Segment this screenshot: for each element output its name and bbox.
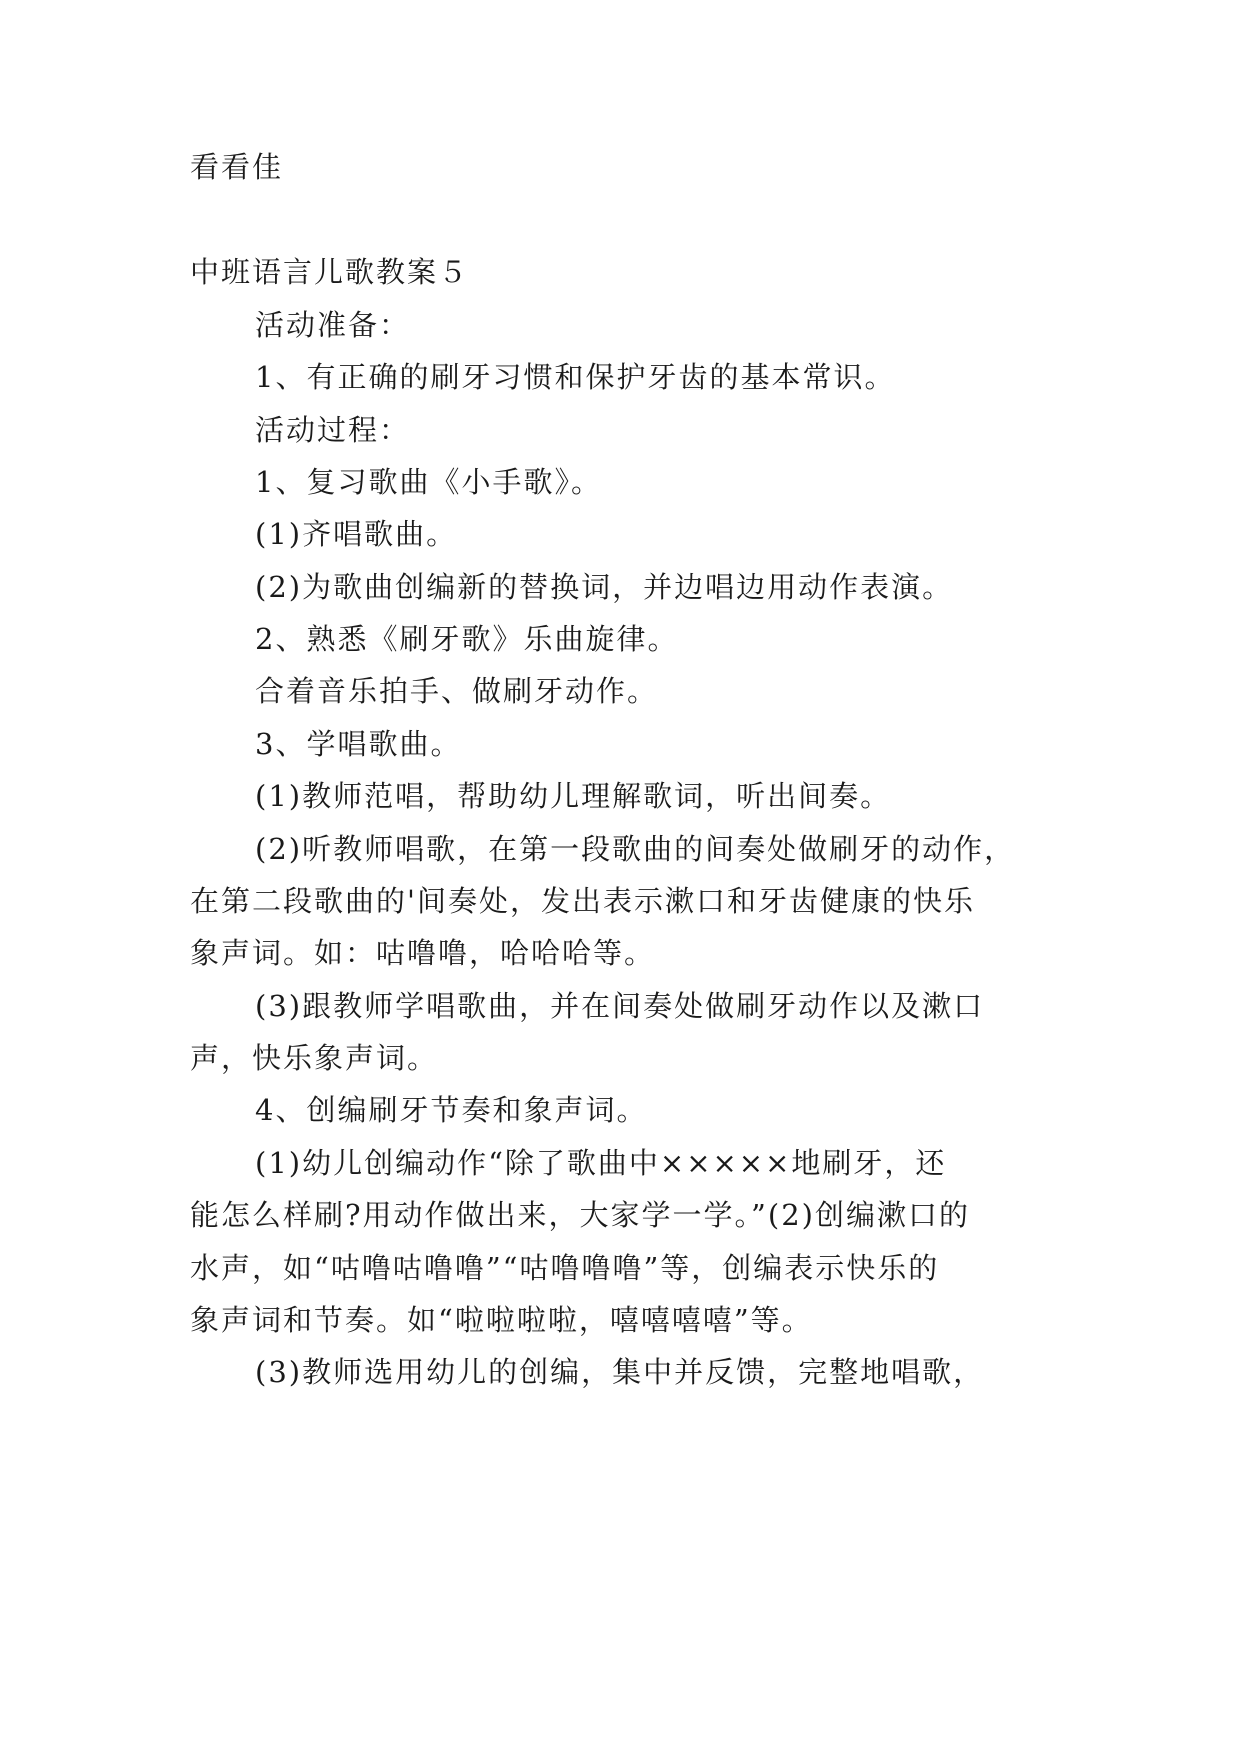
paragraph-line: 4、创编刷牙节奏和象声词。 xyxy=(255,1093,648,1127)
section-title: 中班语言儿歌教案５ xyxy=(190,255,470,289)
paragraph-line: 3、学唱歌曲。 xyxy=(255,727,462,761)
paragraph-line: 1、复习歌曲《小手歌》。 xyxy=(255,465,602,499)
paragraph-line: (2)听教师唱歌，在第一段歌曲的间奏处做刷牙的动作， xyxy=(255,832,1016,866)
paragraph-line: (3)教师选用幼儿的创编，集中并反馈，完整地唱歌， xyxy=(255,1355,985,1389)
paragraph-line: 2、熟悉《刷牙歌》乐曲旋律。 xyxy=(255,622,679,656)
paragraph-line: (3)跟教师学唱歌曲，并在间奏处做刷牙动作以及漱口 xyxy=(255,989,985,1023)
paragraph-line: 合着音乐拍手、做刷牙动作。 xyxy=(255,674,659,708)
paragraph-line: 能怎么样刷?用动作做出来，大家学一学。”(2)创编漱口的 xyxy=(190,1198,970,1232)
paragraph-line: (2)为歌曲创编新的替换词，并边唱边用动作表演。 xyxy=(255,570,954,604)
paragraph-line: 声，快乐象声词。 xyxy=(190,1041,439,1075)
page-header-text: 看看佳 xyxy=(190,150,284,184)
paragraph-line: (1)齐唱歌曲。 xyxy=(255,517,458,551)
paragraph-line: 活动准备： xyxy=(255,308,411,342)
paragraph-line: 在第二段歌曲的'间奏处，发出表示漱口和牙齿健康的快乐 xyxy=(190,884,975,918)
paragraph-line: 象声词和节奏。如“啦啦啦啦，嘻嘻嘻嘻”等。 xyxy=(190,1303,813,1337)
paragraph-line: 水声，如“咕噜咕噜噜”“咕噜噜噜”等，创编表示快乐的 xyxy=(190,1251,940,1285)
paragraph-line: 象声词。如：咕噜噜，哈哈哈等。 xyxy=(190,936,656,970)
paragraph-line: (1)教师范唱，帮助幼儿理解歌词，听出间奏。 xyxy=(255,779,892,813)
paragraph-line: (1)幼儿创编动作“除了歌曲中×××××地刷牙，还 xyxy=(255,1146,947,1180)
paragraph-line: 活动过程： xyxy=(255,413,411,447)
paragraph-line: 1、有正确的刷牙习惯和保护牙齿的基本常识。 xyxy=(255,360,896,394)
